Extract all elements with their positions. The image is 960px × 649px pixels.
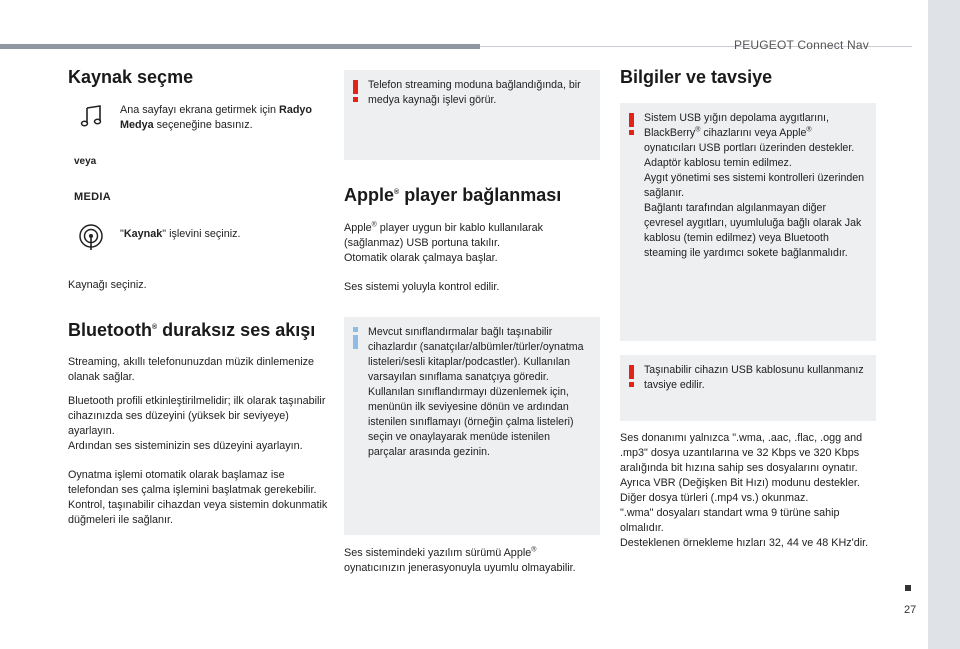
- warning-streaming-text: Telefon streaming moduna bağlandığında, bir medya kaynağı işlevi görür.: [368, 79, 581, 106]
- vbr-paragraph: Ayrıca VBR (Değişken Bit Hızı) modunu destekler.: [620, 476, 860, 489]
- warning-exclamation-icon: [628, 113, 636, 140]
- bt-paragraph-3b: Kontrol, taşınabilir cihazdan veya sistemin dokunmatik düğmeleri ile sağlanır.: [68, 499, 328, 526]
- bt-paragraph-1: Streaming, akıllı telefonunuzdan müzik dinlemenize olanak sağlar.: [68, 356, 315, 383]
- or-label: veya: [74, 155, 97, 167]
- page-edge-strip: [928, 0, 960, 649]
- formats-paragraph: Ses donanımı yalnızca ".wma, .aac, .flac, .ogg and .mp3" dosya uzantılarına ve 32 Kbps ve 320 Kbps aralığında bit hızına sahip ses dosyalarını oynatır.: [620, 431, 863, 474]
- bt-paragraph-2a: Bluetooth profili etkinleştirilmelidir; ilk olarak taşınabilir cihazınızda ses düzeyini (yüksek bir seviyeye) ayarlayın.: [68, 395, 326, 437]
- warning-exclamation-icon: [352, 80, 360, 107]
- select-source-text: Kaynağı seçiniz.: [68, 278, 147, 291]
- step-source: [68, 223, 330, 256]
- bt-paragraph-2b: Ardından ses sisteminizin ses düzeyini ayarlayın.: [68, 440, 303, 452]
- warning-exclamation-icon: [628, 365, 636, 392]
- warning-usb-text-1: Sistem USB yığın depolama aygıtlarını, BlackBerry® cihazlarını veya Apple® oynatıcıları USB portları üzerinden destekler. Adaptör kablosu temin edilmez.: [644, 111, 855, 169]
- heading-info-tips: Bilgiler ve tavsiye: [620, 67, 773, 87]
- step-source-text: "Kaynak" işlevini seçiniz.: [120, 227, 241, 240]
- apple-paragraph-3: Ses sistemindeki yazılım sürümü Apple® oynatıcınızın jenerasyonuyla uyumlu olmayabilir.: [344, 545, 576, 574]
- sample-rate-paragraph: Desteklenen örnekleme hızları 32, 44 ve 48 KHz'dir.: [620, 536, 869, 549]
- column-source-select: [68, 66, 330, 528]
- warning-usb-text-3: Bağlantı tarafından algılanmayan diğer çevresel aygıtları, uyumluluğa bağlı olarak Jak kablosu (temin edilmez) veya Bluetooth steaming ile yardımcı sokete bağlanmalıdır.: [644, 201, 862, 259]
- column-apple: [344, 70, 600, 576]
- header-title: PEUGEOT Connect Nav: [734, 38, 869, 52]
- apple-paragraph-1c: Otomatik olarak çalmaya başlar.: [344, 251, 498, 264]
- music-note-icon: [78, 103, 104, 134]
- heading-source-select: Kaynak seçme: [68, 67, 194, 87]
- warning-box-streaming: [344, 70, 600, 160]
- warning-box-cable: [620, 355, 876, 421]
- info-icon: [352, 327, 360, 354]
- other-types-paragraph: Diğer dosya türleri (.mp4 vs.) okunmaz.: [620, 491, 809, 504]
- apple-paragraph-1: Apple® player uygun bir kablo kullanılarak (sağlanmaz) USB portuna takılır.: [344, 220, 544, 249]
- media-button-label: MEDIA: [74, 190, 111, 203]
- warning-cable-text: Taşınabilir cihazın USB kablosunu kullanmanız tavsiye edilir.: [644, 363, 864, 391]
- info-classification-text: Mevcut sınıflandırmalar bağlı taşınabilir cihazlardır (sanatçılar/albümler/türler/oynatma listeleri/sesli kitaplar/podcastler). Kullanılan varsayılan sınıflama sanatçıya göredir. Kullanılan sınıflandırmayı düzenlemek için, menünün ilk seviyesine dönün ve ardından istenilen sınıflamayı (örneğin çalma listeleri) seçin ve onaylayarak menüde istenilen parçalar arasında gezinin.: [368, 325, 584, 458]
- step-radio-media-text: Ana sayfayı ekrana getirmek için Radyo Medya seçeneğine basınız.: [120, 103, 313, 131]
- header-bar: [0, 44, 480, 49]
- info-box-classification: [344, 317, 600, 535]
- apple-paragraph-2: Ses sistemi yoluyla kontrol edilir.: [344, 280, 500, 293]
- warning-usb-text-2: Aygıt yönetimi ses sistemi kontrolleri üzerinden sağlanır.: [644, 171, 865, 199]
- radio-source-icon: [78, 223, 104, 256]
- heading-bluetooth: Bluetooth® duraksız ses akışı: [68, 319, 316, 340]
- end-of-section-mark: [905, 585, 911, 591]
- bt-paragraph-3a: Oynatma işlemi otomatik olarak başlamaz ise telefondan ses çalma işlemini başlatmak gerekebilir.: [68, 469, 317, 496]
- column-info-tips: [620, 66, 876, 551]
- warning-box-usb: [620, 103, 876, 341]
- page-number: 27: [904, 604, 917, 616]
- step-radio-media: [68, 103, 330, 134]
- wma-paragraph: ".wma" dosyaları standart wma 9 türüne sahip olmalıdır.: [620, 506, 840, 534]
- heading-apple-player: Apple® player bağlanması: [344, 185, 562, 205]
